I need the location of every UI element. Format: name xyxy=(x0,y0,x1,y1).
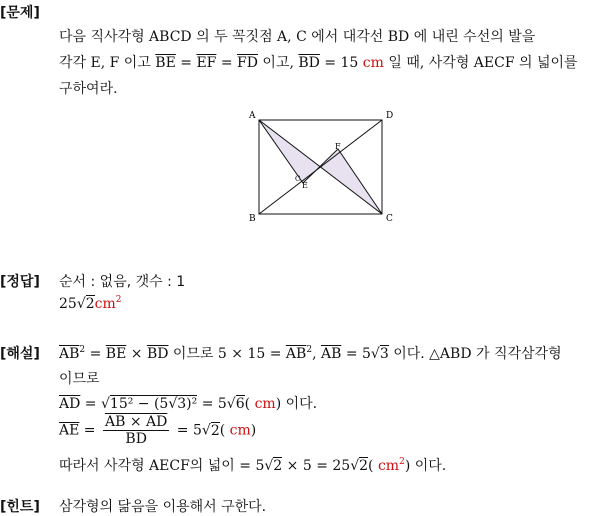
unit-cm: cm xyxy=(94,296,116,312)
text: = xyxy=(175,55,197,71)
segment-ab: $\overline{AB}$ xyxy=(320,346,342,362)
text: 25 xyxy=(59,296,77,312)
solution-tag: [해설] xyxy=(0,346,40,362)
label-e: E xyxy=(302,181,308,190)
label-f: F xyxy=(335,142,341,151)
solution-line-1: $\overline{AB}^2 = \overline{BE} \times \overline{BD}$ 이므로 $5 \times 15 = \overline{AB}^2$, $\overline{AB} = 5√3$ 이다. △ABD 가 직각삼각형 xyxy=(59,345,562,362)
radicand: 6 xyxy=(235,396,245,412)
radicand: 15² − (5√3)² xyxy=(109,396,198,412)
label-c: C xyxy=(386,214,393,224)
text: = xyxy=(79,422,100,439)
answer-line-2: $25√2cm^2$ xyxy=(59,295,122,312)
problem-line-2 xyxy=(59,52,578,72)
unit-cm: cm xyxy=(254,396,276,412)
text: = xyxy=(85,346,106,362)
text: 따라서 사각형 AECF의 넓이 = 5 xyxy=(59,458,265,474)
segment-ad: $\overline{AD}$ xyxy=(59,396,81,412)
problem-line-1: 다음 직사각형 ABCD 의 두 꼭짓점 A, C 에서 대각선 BD 에 내린 수선의 발을 xyxy=(59,29,536,45)
segment-be: $\overline{BE}$ xyxy=(155,55,176,71)
solution-line-2: 이므로 xyxy=(59,371,100,387)
hint-tag: [힌트] xyxy=(0,499,40,515)
segment-fd: $\overline{FD}$ xyxy=(237,55,258,71)
radicand: 2 xyxy=(359,458,369,474)
label-a: A xyxy=(249,111,256,121)
exponent: 2 xyxy=(306,345,313,355)
segment-bd: $\overline{BD}$ xyxy=(298,55,320,71)
text: ( xyxy=(244,396,255,412)
answer-tag: [정답] xyxy=(0,274,40,290)
text: ) 이다. xyxy=(404,458,447,474)
unit-cm: cm xyxy=(362,55,384,71)
segment-ef: $\overline{EF}$ xyxy=(196,55,217,71)
text: ( xyxy=(368,458,378,474)
segment-ae: $\overline{AE}$ xyxy=(59,422,80,439)
unit-cm: cm xyxy=(377,458,400,474)
text: = 5 xyxy=(341,346,371,362)
text: 이고, xyxy=(257,55,299,71)
rectangle-figure xyxy=(245,104,395,226)
radicand: 2 xyxy=(85,296,95,312)
text: ( xyxy=(219,422,230,439)
text: , xyxy=(312,346,321,362)
unit-exponent: 2 xyxy=(115,295,122,305)
text: 각각 E, F 이고 xyxy=(59,55,156,71)
segment-be: $\overline{BE}$ xyxy=(105,346,127,362)
text: 일 때, 사각형 AECF 의 넓이를 xyxy=(383,55,578,71)
radicand: 3 xyxy=(379,346,389,362)
text: = 15 xyxy=(319,55,363,71)
text: ) 이다. xyxy=(275,396,318,412)
fraction-numerator: AB × AD xyxy=(104,414,168,430)
segment-bd: $\overline{BD}$ xyxy=(146,346,169,362)
text: = xyxy=(216,55,238,71)
solution-line-5: 따라서 사각형 AECF의 넓이 = 5√2 × 5 = 25√2( $cm^2$) 이다. xyxy=(59,457,447,474)
unit-exponent: 2 xyxy=(399,457,405,467)
problem-tag: [문제] xyxy=(0,5,40,21)
text: × 5 = 25 xyxy=(282,458,351,474)
text: × xyxy=(126,346,147,362)
segment-ab: $\overline{AB}$ xyxy=(285,346,307,362)
radicand: 2 xyxy=(210,422,220,439)
label-d: D xyxy=(386,111,394,121)
fraction-denominator: BD xyxy=(125,431,147,447)
segment-ab: $\overline{AB}$ xyxy=(59,346,80,362)
label-c-small: C xyxy=(295,175,301,183)
solution-line-3: $\overline{AD} = √15^2 - (5√3)^2 = 5√6$( cm) 이다. xyxy=(59,396,318,412)
solution-line-4: $\overline{AE}$ = $\frac{AB \times AD}{BD}$ = 5√2( cm) xyxy=(59,414,257,447)
text: = xyxy=(80,396,101,412)
text: ) xyxy=(250,422,257,439)
text: = 5 xyxy=(172,422,202,439)
answer-line-1: 순서 : 없음, 갯수 : 1 xyxy=(59,274,186,290)
exponent: 2 xyxy=(79,345,86,355)
text: = 5 xyxy=(197,396,227,412)
text: 이므로 5 × 15 = xyxy=(168,346,286,362)
text: 이다. △ABD 가 직각삼각형 xyxy=(388,346,562,362)
label-b: B xyxy=(249,214,256,224)
radicand: 2 xyxy=(273,458,283,474)
unit-cm: cm xyxy=(229,422,251,439)
problem-line-3: 구하여라. xyxy=(59,81,118,97)
hint-text: 삼각형의 닮음을 이용해서 구한다. xyxy=(59,499,267,515)
fraction xyxy=(103,414,169,447)
